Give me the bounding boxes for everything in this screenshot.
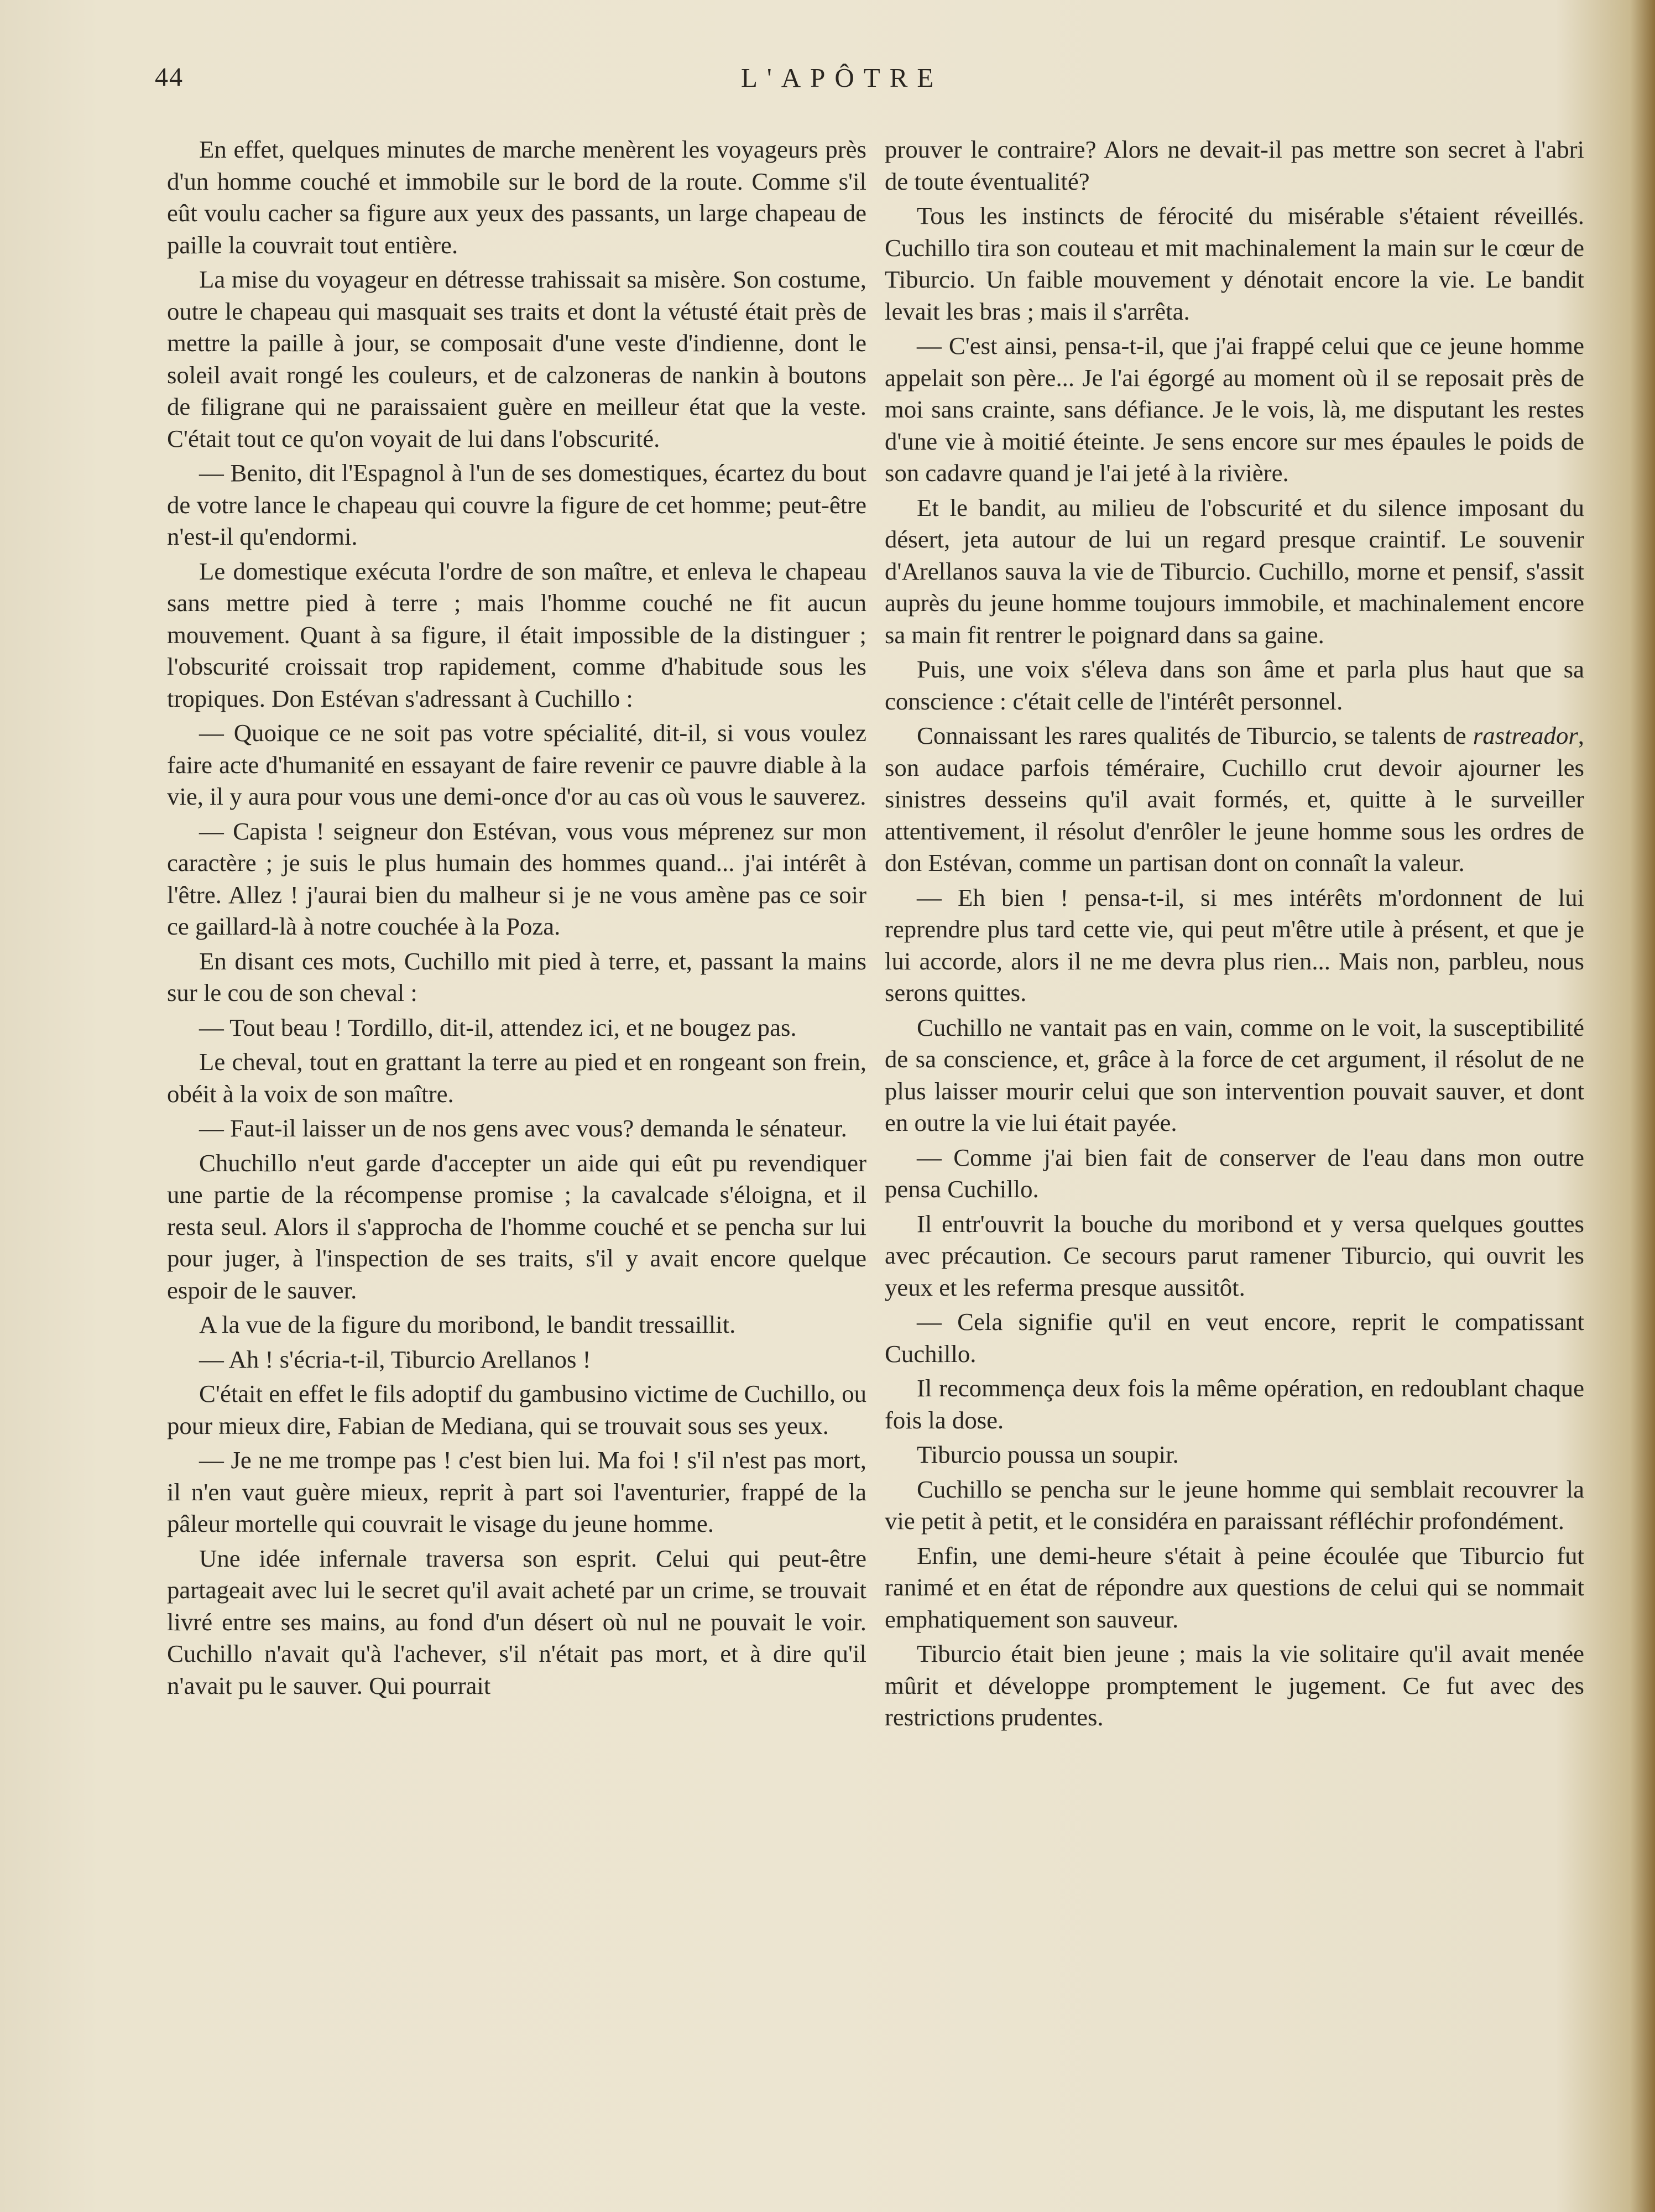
page-number: 44 <box>155 62 184 92</box>
paragraph: — Eh bien ! pensa-t-il, si mes intérêts m'ordonnent de lui reprendre plus tard cette vie, qui peut m'être utile à présent, et que je lui accorde, alors il ne me devra plus rien... Mais non, parbleu, nous serons quittes. <box>885 883 1584 1006</box>
paragraph: En effet, quelques minutes de marche menèrent les voyageurs près d'un homme couché et immobile sur le bord de la route. Comme s'il eût voulu cacher sa figure aux yeux des passants, un large chapeau de paille la couvrait tout entière. <box>167 135 866 259</box>
paragraph-with-italic <box>885 720 1584 879</box>
paragraph: Et le bandit, au milieu de l'obscurité et du silence imposant du désert, jeta autour de lui un regard presque craintif. Le souvenir d'Arellanos sauva la vie de Tiburcio. Cuchillo, morne et pensif, s'assit auprès du jeune homme toujours immobile, et machinalement encore sa main fit rentrer le poignard dans sa gaine. <box>885 493 1584 649</box>
paragraph: — Capista ! seigneur don Estévan, vous vous méprenez sur mon caractère ; je suis le plus humain des hommes quand... j'ai intérêt à l'être. Allez ! j'aurai bien du malheur si je ne vous amène pas ce soir ce gaillard-là à notre couchée à la Poza. <box>167 817 866 940</box>
paragraph: Tiburcio poussa un soupir. <box>917 1441 1179 1468</box>
paragraph: Cuchillo ne vantait pas en vain, comme on le voit, la susceptibilité de sa conscience, et, grâce à la force de cet argument, il résolut de ne plus laisser mourir celui que son intervention pouvait sauver, et dont en outre la vie lui était payée. <box>885 1013 1584 1136</box>
paragraph: — Benito, dit l'Espagnol à l'un de ses domestiques, écartez du bout de votre lance le chapeau qui couvre la figure de cet homme; peut-être n'est-il qu'endormi. <box>167 459 866 550</box>
paragraph: C'était en effet le fils adoptif du gambusino victime de Cuchillo, ou pour mieux dire, Fabian de Mediana, qui se trouvait sous ses yeux. <box>167 1380 866 1439</box>
paragraph: — Je ne me trompe pas ! c'est bien lui. Ma foi ! s'il n'est pas mort, il n'en vaut guère mieux, reprit à part soi l'aventurier, frappé de la pâleur mortelle qui couvrait le visage du jeune homme. <box>167 1446 866 1537</box>
paragraph: — Cela signifie qu'il en veut encore, reprit le compatissant Cuchillo. <box>885 1308 1584 1368</box>
paragraph: — Quoique ce ne soit pas votre spécialité, dit-il, si vous voulez faire acte d'humanité en essayant de faire revenir ce pauvre diable à la vie, il y aura pour vous une demi-once d'or au cas où vous le sauverez. <box>167 719 866 810</box>
paragraph: Il recommença deux fois la même opération, en redoublant chaque fois la dose. <box>885 1374 1584 1434</box>
paragraph: — Comme j'ai bien fait de conserver de l'eau dans mon outre pensa Cuchillo. <box>885 1143 1584 1203</box>
italic-term: rastreador <box>1473 722 1578 749</box>
paragraph: Chuchillo n'eut garde d'accepter un aide qui eût pu revendiquer une partie de la récompense promise ; la cavalcade s'éloigna, et il resta seul. Alors il s'approcha de l'homme couché et se pencha sur lui pour juger, à l'inspection de ses traits, s'il y avait encore quelque espoir de le sauver. <box>167 1149 866 1304</box>
paragraph: — Faut-il laisser un de nos gens avec vous? demanda le sénateur. <box>199 1114 847 1142</box>
paragraph: Le cheval, tout en grattant la terre au pied et en rongeant son frein, obéit à la voix de son maître. <box>167 1048 866 1108</box>
paragraph: En disant ces mots, Cuchillo mit pied à terre, et, passant la mains sur le cou de son cheval : <box>167 947 866 1006</box>
running-title: L'APÔTRE <box>741 62 943 93</box>
paragraph: — Ah ! s'écria-t-il, Tiburcio Arellanos ! <box>199 1345 591 1373</box>
left-column <box>167 134 866 1704</box>
paragraph: Le domestique exécuta l'ordre de son maître, et enleva le chapeau sans mettre pied à terre ; mais l'homme couché ne fit aucun mouvement. Quant à sa figure, il était impossible de la distinguer ; l'obscurité croissait trop rapidement, comme d'habitude sous les tropiques. Don Estévan s'adressant à Cuchillo : <box>167 557 866 712</box>
paragraph: La mise du voyageur en détresse trahissait sa misère. Son costume, outre le chapeau qui masquait ses traits et dont la vétusté était près de mettre la paille à jour, se composait d'une veste d'indienne, dont le soleil avait rongé les couleurs, et de calzoneras de nankin à boutons de filigrane qui ne paraissaient guère en meilleur état que la veste. C'était tout ce qu'on voyait de lui dans l'obscurité. <box>167 265 866 452</box>
paragraph: Tous les instincts de férocité du misérable s'étaient réveillés. Cuchillo tira son couteau et mit machinalement la main sur le cœur de Tiburcio. Un faible mouvement y dénotait encore la vie. Le bandit levait les bras ; mais il s'arrêta. <box>885 202 1584 325</box>
paragraph: — Tout beau ! Tordillo, dit-il, attendez ici, et ne bougez pas. <box>199 1013 797 1041</box>
paragraph: Une idée infernale traversa son esprit. Celui qui peut-être partageait avec lui le secret qu'il avait acheté par un crime, se trouvait livré entre ses mains, au fond d'un désert où nul ne pouvait le voir. Cuchillo n'avait qu'à l'achever, s'il n'était pas mort, et à dire qu'il n'avait pu le sauver. Qui pourrait <box>167 1544 866 1699</box>
paragraph-text: , son audace parfois téméraire, Cuchillo crut devoir ajourner les sinistres desseins qu'il avait formés, et, quitte à le surveiller attentivement, il résolut d'enrôler le jeune homme sous les ordres de don Estévan, comme un partisan dont on connaît la valeur. <box>885 722 1584 877</box>
paragraph: Il entr'ouvrit la bouche du moribond et y versa quelques gouttes avec précaution. Ce secours parut ramener Tiburcio, qui ouvrit les yeux et les referma presque aussitôt. <box>885 1209 1584 1301</box>
right-column <box>885 134 1584 1736</box>
paragraph-text: Connaissant les rares qualités de Tiburcio, se talents de <box>917 722 1473 749</box>
paragraph: Puis, une voix s'éleva dans son âme et parla plus haut que sa conscience : c'était celle de l'intérêt personnel. <box>885 655 1584 715</box>
continued-paragraph: prouver le contraire? Alors ne devait-il pas mettre son secret à l'abri de toute éventualité? <box>885 135 1584 195</box>
paragraph: Enfin, une demi-heure s'était à peine écoulée que Tiburcio fut ranimé et en état de répondre aux questions de celui qui se nommait emphatiquement son sauveur. <box>885 1541 1584 1633</box>
paragraph: A la vue de la figure du moribond, le bandit tressaillit. <box>199 1311 736 1338</box>
paragraph: — C'est ainsi, pensa-t-il, que j'ai frappé celui que ce jeune homme appelait son père... Je l'ai égorgé au moment où il se reposait près de moi sans crainte, sans défiance. Je le vois, là, me disputant les restes d'une vie à moitié éteinte. Je sens encore sur mes épaules le poids de son cadavre quand je l'ai jeté à la rivière. <box>885 332 1584 487</box>
paragraph: Cuchillo se pencha sur le jeune homme qui semblait recouvrer la vie petit à petit, et le considéra en paraissant réfléchir profondément. <box>885 1475 1584 1535</box>
page-header <box>155 62 1570 101</box>
paragraph: Tiburcio était bien jeune ; mais la vie solitaire qu'il avait menée mûrit et développe promptement le jugement. Ce fut avec des restrictions prudentes. <box>885 1640 1584 1731</box>
